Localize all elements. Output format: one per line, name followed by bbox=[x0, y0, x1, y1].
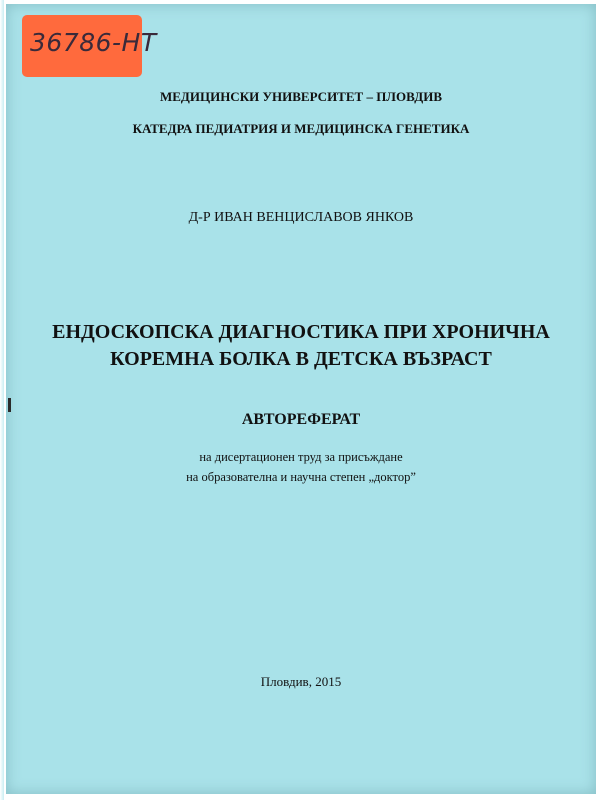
university-name: МЕДИЦИНСКИ УНИВЕРСИТЕТ – ПЛОВДИВ bbox=[159, 89, 443, 104]
binding-mark bbox=[8, 398, 11, 412]
description-line-2: на образователна и научна степен „доктор” bbox=[186, 470, 416, 484]
title-line-1: ЕНДОСКОПСКА ДИАГНОСТИКА ПРИ ХРОНИЧНА bbox=[52, 321, 550, 343]
document-cover bbox=[6, 4, 596, 794]
author-name: Д-Р ИВАН ВЕНЦИСЛАВОВ ЯНКОВ bbox=[188, 210, 414, 225]
title-line-2: КОРЕМНА БОЛКА В ДЕТСКА ВЪЗРАСТ bbox=[110, 348, 492, 370]
stamp-number: 36786-НТ bbox=[30, 28, 157, 57]
description-line-1: на дисертационен труд за присъждане bbox=[199, 450, 403, 464]
archive-stamp bbox=[22, 15, 157, 77]
page-left-edge bbox=[0, 0, 4, 800]
document-type: АВТОРЕФЕРАТ bbox=[241, 411, 361, 428]
place-and-year: Пловдив, 2015 bbox=[260, 674, 342, 689]
department-name: КАТЕДРА ПЕДИАТРИЯ И МЕДИЦИНСКА ГЕНЕТИКА bbox=[132, 121, 470, 136]
